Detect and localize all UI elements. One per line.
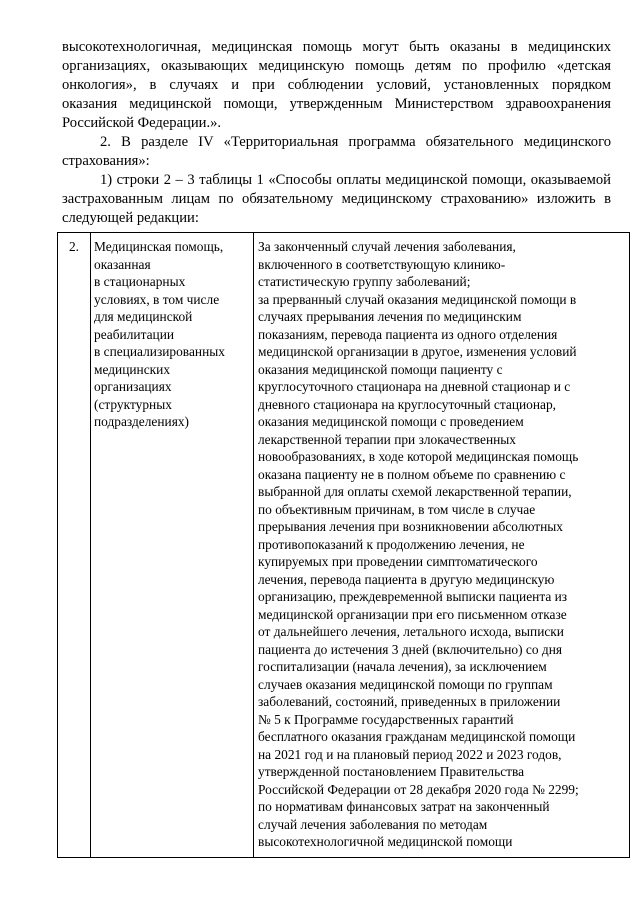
care-type-line: (структурных: [94, 396, 172, 412]
payment-method-line: круглосуточного стационара на дневной стационар и с: [258, 379, 571, 394]
payment-method-line: медицинской организации при его письменном отказе: [258, 606, 567, 622]
row-number-cell: 2.: [58, 233, 91, 858]
payment-method-line: противопоказаний к продолжению лечения, не: [258, 536, 525, 552]
intro-paragraph-1: [62, 38, 611, 133]
payment-method-cell: [254, 233, 630, 858]
payment-method-line: случаев оказания медицинской помощи по группам: [258, 676, 553, 692]
payment-method-line: медицинской организации в другое, изменения условий: [258, 344, 577, 359]
intro-paragraph-1-line: организациях, оказывающих медицинскую помощь детям по профилю «детская: [62, 58, 611, 74]
payment-method-line: № 5 к Программе государственных гарантий: [258, 711, 514, 727]
payment-method-line: пациента до истечения 3 дней (включительно) со дня: [258, 641, 563, 657]
payment-method-line: бесплатного оказания гражданам медицинской помощи: [258, 729, 576, 744]
payment-method-line: новообразованиях, в ходе которой медицинская помощь: [258, 449, 579, 464]
payment-method-line: лечения, перевода пациента в другую медицинскую: [258, 571, 555, 587]
intro-paragraph-1-line: онкология», в случаях и при соблюдении условий, установленных порядком: [62, 77, 611, 93]
payment-method-line: За законченный случай лечения заболевания,: [258, 239, 516, 254]
care-type-line: условиях, в том числе: [94, 291, 220, 307]
payment-method-line: утвержденной постановлением Правительства: [258, 764, 525, 779]
payment-method-line: случай лечения заболевания по методам: [258, 816, 488, 832]
payment-method-line: по объективным причинам, в том числе в случае: [258, 501, 536, 517]
payment-method-line: статистическую группу заболеваний;: [258, 274, 471, 289]
payment-method-line: лекарственной терапии при злокачественных: [258, 431, 516, 447]
table-row: [58, 233, 630, 858]
payment-method-line: включенного в соответствующую клинико-: [258, 256, 506, 272]
payment-method-line: купируемых при проведении симптоматического: [258, 554, 538, 569]
payment-method-line: оказана пациенту не в полном объеме по сравнению с: [258, 466, 566, 482]
care-type-line: подразделениях): [94, 414, 190, 429]
intro-paragraph-1-line: высокотехнологичная, медицинская помощь могут быть оказаны в медицинских: [62, 39, 611, 55]
care-type-line: для медицинской: [94, 309, 193, 324]
intro-text: [62, 38, 611, 228]
payment-method-line: оказания медицинской помощи с проведением: [258, 414, 524, 429]
intro-paragraph-1-line: оказания медицинской помощи, утвержденным Министерством здравоохранения: [62, 96, 611, 112]
payment-method-line: госпитализации (начала лечения), за исключением: [258, 659, 547, 674]
care-type-line: оказанная: [94, 256, 151, 272]
intro-paragraph-3: 1) строки 2 – 3 таблицы 1 «Способы оплаты медицинской помощи, оказываемой застрахованным лицам по обязательному медицинскому страхованию» изложить в следующей редакции:: [62, 172, 611, 226]
payment-method-line: выбранной для оплаты схемой лекарственной терапии,: [258, 484, 572, 499]
payment-method-line: дневного стационара на круглосуточный стационар,: [258, 396, 557, 412]
payment-method-line: оказания медицинской помощи пациенту с: [258, 361, 503, 377]
care-type-line: Медицинская помощь,: [94, 239, 224, 254]
payment-method-line: организацию, преждевременной выписки пациента из: [258, 589, 568, 604]
care-type-line: в специализированных: [94, 344, 225, 359]
care-type-line: медицинских: [94, 361, 171, 377]
payment-method-line: случаях прерывания лечения по медицинским: [258, 309, 522, 324]
payment-method-line: высокотехнологичной медицинской помощи: [258, 834, 513, 849]
payment-methods-table: [57, 232, 630, 858]
payment-method-line: за прерванный случай оказания медицинской помощи в: [258, 291, 577, 307]
payment-method-line: показаниям, перевода пациента из одного отделения: [258, 326, 558, 342]
care-type-cell: [91, 233, 254, 858]
care-type-line: в стационарных: [94, 274, 186, 289]
care-type-line: реабилитации: [94, 326, 175, 342]
payment-method-line: Российской Федерации от 28 декабря 2020 года № 2299;: [258, 781, 579, 797]
intro-paragraph-2: 2. В разделе IV «Территориальная программа обязательного медицинского страхования»:: [62, 134, 611, 169]
payment-method-line: по нормативам финансовых затрат на законченный: [258, 799, 550, 814]
care-type-line: организациях: [94, 379, 172, 394]
payment-method-line: на 2021 год и на плановый период 2022 и 2023 годов,: [258, 746, 562, 762]
payment-method-line: от дальнейшего лечения, летального исхода, выписки: [258, 624, 564, 639]
payment-method-line: прерывания лечения при возникновении абсолютных: [258, 519, 563, 534]
intro-paragraph-1-line: Российской Федерации.».: [62, 115, 222, 131]
payment-method-line: заболеваний, состояний, приведенных в приложении: [258, 694, 561, 709]
